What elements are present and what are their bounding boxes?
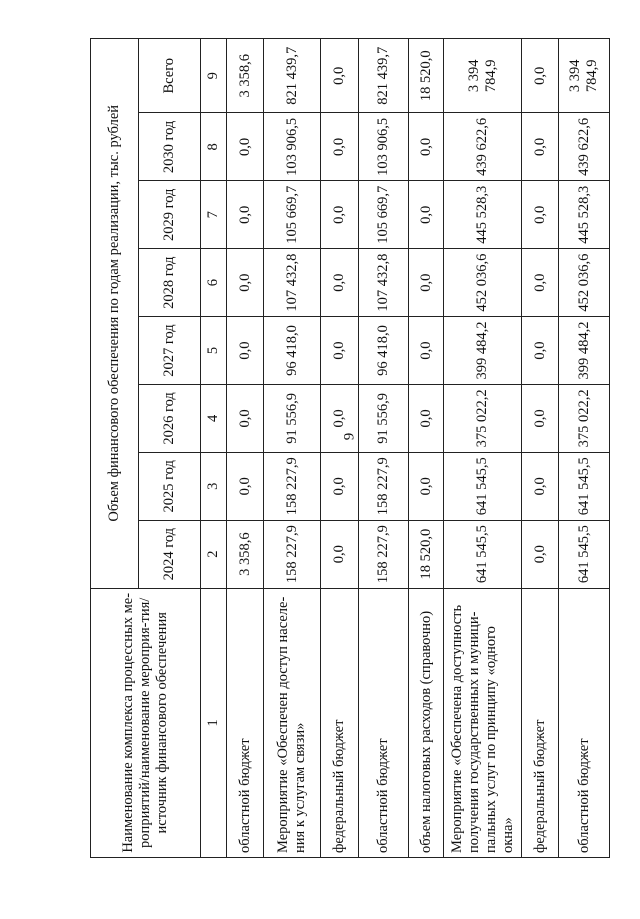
cell-value: 0,0 (522, 113, 559, 181)
header-group-title: Объем финансового обеспечения по годам реализации, тыс. рублей (91, 39, 139, 589)
table-row (321, 39, 358, 858)
row-name: областной бюджет (559, 588, 610, 857)
cell-value: 445 528,3 (444, 181, 522, 249)
column-index: 4 (201, 384, 227, 452)
header-name-col: Наименование комплекса процессных ме-роприятий/наименование мероприя-тия/источник финансового обеспечения (91, 588, 201, 857)
table-row (522, 39, 559, 858)
cell-value: 3 394 784,9 (444, 39, 522, 113)
cell-value: 158 227,9 (264, 452, 321, 520)
header-year: 2027 год (139, 317, 201, 385)
cell-value: 439 622,6 (444, 113, 522, 181)
cell-value: 0,0 (321, 113, 358, 181)
cell-value: 3 358,6 (227, 520, 264, 588)
cell-value: 641 545,5 (559, 520, 610, 588)
cell-value: 107 432,8 (358, 249, 408, 317)
cell-value: 0,0 (227, 384, 264, 452)
cell-value: 158 227,9 (358, 520, 408, 588)
cell-value: 158 227,9 (358, 452, 408, 520)
column-index: 8 (201, 113, 227, 181)
cell-value: 439 622,6 (559, 113, 610, 181)
column-index: 9 (201, 39, 227, 113)
cell-value: 91 556,9 (358, 384, 408, 452)
cell-value: 0,0 (409, 384, 444, 452)
table-row (409, 39, 444, 858)
cell-value: 375 022,2 (444, 384, 522, 452)
header-year: 2029 год (139, 181, 201, 249)
cell-value: 641 545,5 (444, 520, 522, 588)
cell-value: 821 439,7 (358, 39, 408, 113)
cell-value: 105 669,7 (264, 181, 321, 249)
header-year: 2025 год (139, 452, 201, 520)
cell-value: 0,0 (227, 249, 264, 317)
cell-value: 821 439,7 (264, 39, 321, 113)
cell-value: 0,0 (321, 39, 358, 113)
cell-value: 91 556,9 (264, 384, 321, 452)
cell-value: 96 418,0 (264, 317, 321, 385)
header-year: Всего (139, 39, 201, 113)
header-year: 2026 год (139, 384, 201, 452)
cell-value: 452 036,6 (559, 249, 610, 317)
row-name: Мероприятие «Обеспечен доступ населе-ния к услугам связи» (264, 588, 321, 857)
column-index: 3 (201, 452, 227, 520)
cell-value: 452 036,6 (444, 249, 522, 317)
cell-value: 0,0 (522, 317, 559, 385)
cell-value: 103 906,5 (264, 113, 321, 181)
cell-value: 0,0 (409, 113, 444, 181)
cell-value: 0,0 (522, 39, 559, 113)
column-index: 5 (201, 317, 227, 385)
row-name: областной бюджет (227, 588, 264, 857)
cell-value: 107 432,8 (264, 249, 321, 317)
cell-value: 0,0 (321, 181, 358, 249)
cell-value: 18 520,0 (409, 520, 444, 588)
cell-value: 0,0 (522, 249, 559, 317)
cell-value: 445 528,3 (559, 181, 610, 249)
cell-value: 158 227,9 (264, 520, 321, 588)
cell-value: 0,0 (409, 452, 444, 520)
cell-value: 18 520,0 (409, 39, 444, 113)
cell-value: 0,0 (522, 520, 559, 588)
cell-value: 3 394 784,9 (559, 39, 610, 113)
column-index: 6 (201, 249, 227, 317)
header-year: 2028 год (139, 249, 201, 317)
table-row (559, 39, 610, 858)
cell-value: 0,0 (321, 249, 358, 317)
cell-value: 0,0 (321, 520, 358, 588)
cell-value: 105 669,7 (358, 181, 408, 249)
page-number: 9 (341, 432, 358, 441)
table-row (227, 39, 264, 858)
cell-value: 641 545,5 (559, 452, 610, 520)
row-name: федеральный бюджет (321, 588, 358, 857)
row-name: областной бюджет (358, 588, 408, 857)
cell-value: 0,0 (409, 317, 444, 385)
cell-value: 0,0 (227, 113, 264, 181)
cell-value: 0,0 (409, 249, 444, 317)
cell-value: 103 906,5 (358, 113, 408, 181)
cell-value: 0,0 (522, 452, 559, 520)
column-index: 7 (201, 181, 227, 249)
row-name: федеральный бюджет (522, 588, 559, 857)
cell-value: 641 545,5 (444, 452, 522, 520)
table-row (358, 39, 408, 858)
cell-value: 3 358,6 (227, 39, 264, 113)
table-container (90, 38, 610, 858)
cell-value: 0,0 (522, 181, 559, 249)
row-name: Мероприятие «Обеспечена доступность получения государственных и муници-пальных услуг по принципу «одного окна» (444, 588, 522, 857)
table-row (264, 39, 321, 858)
cell-value: 399 484,2 (444, 317, 522, 385)
cell-value: 0,0 (522, 384, 559, 452)
cell-value: 0,0 (409, 181, 444, 249)
column-index: 1 (201, 588, 227, 857)
cell-value: 399 484,2 (559, 317, 610, 385)
cell-value: 96 418,0 (358, 317, 408, 385)
cell-value: 0,0 (321, 452, 358, 520)
financing-table (90, 38, 610, 858)
cell-value: 375 022,2 (559, 384, 610, 452)
header-year: 2024 год (139, 520, 201, 588)
cell-value: 0,0 (227, 181, 264, 249)
cell-value: 0,0 (227, 452, 264, 520)
column-index: 2 (201, 520, 227, 588)
row-name: объем налоговых расходов (справочно) (409, 588, 444, 857)
cell-value: 0,0 (321, 317, 358, 385)
header-year: 2030 год (139, 113, 201, 181)
cell-value: 0,0 (321, 384, 358, 452)
table-row (444, 39, 522, 858)
cell-value: 0,0 (227, 317, 264, 385)
